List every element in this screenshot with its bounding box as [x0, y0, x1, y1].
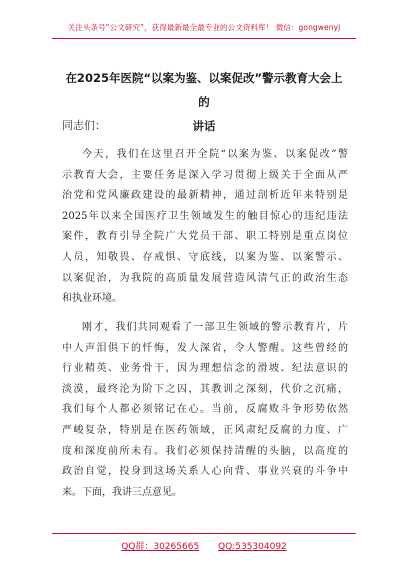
header-divider [52, 38, 356, 39]
title-line-2: 讲话 [192, 119, 216, 133]
paragraph-line: 今天，我们在这里召开全院“以案为鉴、以案促改”警 [82, 149, 348, 160]
paragraph-line: 和执业环境。 [62, 293, 122, 305]
paragraph-line: 中人声泪俱下的忏悔，发人深省，令人警醒。这些曾经的 [62, 342, 348, 354]
footer [0, 539, 408, 552]
paragraph-line: 治党和党风廉政建设的最新精神，通过剖析近年来特别是 [62, 190, 348, 202]
paragraph-line: 刚才，我们共同观看了一部卫生领域的警示教育片，片 [82, 322, 348, 333]
header-banner: 关注头条号“公文研究”，获得最新最全最专业的公文资料库！ 微信：gongwenyj [67, 23, 341, 32]
paragraph-line: 行业精英、业务骨干，因为理想信念的滑坡、纪法意识的 [62, 363, 348, 375]
paragraph-line: 度和深度前所未有。我们必须保持清醒的头脑，以高度的 [62, 445, 348, 457]
paragraph-line: 政治自觉，投身到这场关系人心向背、事业兴衰的斗争中 [62, 466, 348, 478]
paragraph-2 [62, 318, 348, 503]
paragraph-line: 以案促治，为我院的高质量发展营造风清气正的政治生态 [62, 272, 348, 284]
paragraph-line: 示教育大会，主要任务是深入学习贯彻上级关于全面从严 [62, 169, 348, 181]
qq-group-link[interactable]: QQ群：30265665 [121, 542, 200, 552]
paragraph-line: 严峻复杂，特别是在医药领域，正风肃纪反腐的力度、广 [62, 424, 348, 436]
footer-divider [52, 533, 356, 534]
paragraph-line: 我们每个人都必须铭记在心。当前，反腐败斗争形势依然 [62, 404, 348, 416]
paragraph-line: 案件，教育引导全院广大党员干部、职工特别是重点岗位 [62, 231, 348, 243]
salutation: 同志们： [62, 119, 106, 132]
paragraph-1 [62, 145, 348, 310]
title-line-1: 在2025年医院“以案为鉴、以案促改”警示教育大会上的 [65, 71, 343, 109]
qq-contact-link[interactable]: QQ:535304092 [218, 542, 287, 552]
paragraph-line: 人员，知敬畏、存戒惧、守底线，以案为鉴、以案警示、 [62, 251, 348, 263]
paragraph-line: 来。下面，我讲三点意见。 [62, 486, 182, 498]
paragraph-line: 淡漠，最终沦为阶下之囚，其教训之深刻，代价之沉痛， [62, 383, 348, 395]
paragraph-line: 2025年以来全国医疗卫生领域发生的触目惊心的违纪违法 [62, 210, 348, 222]
